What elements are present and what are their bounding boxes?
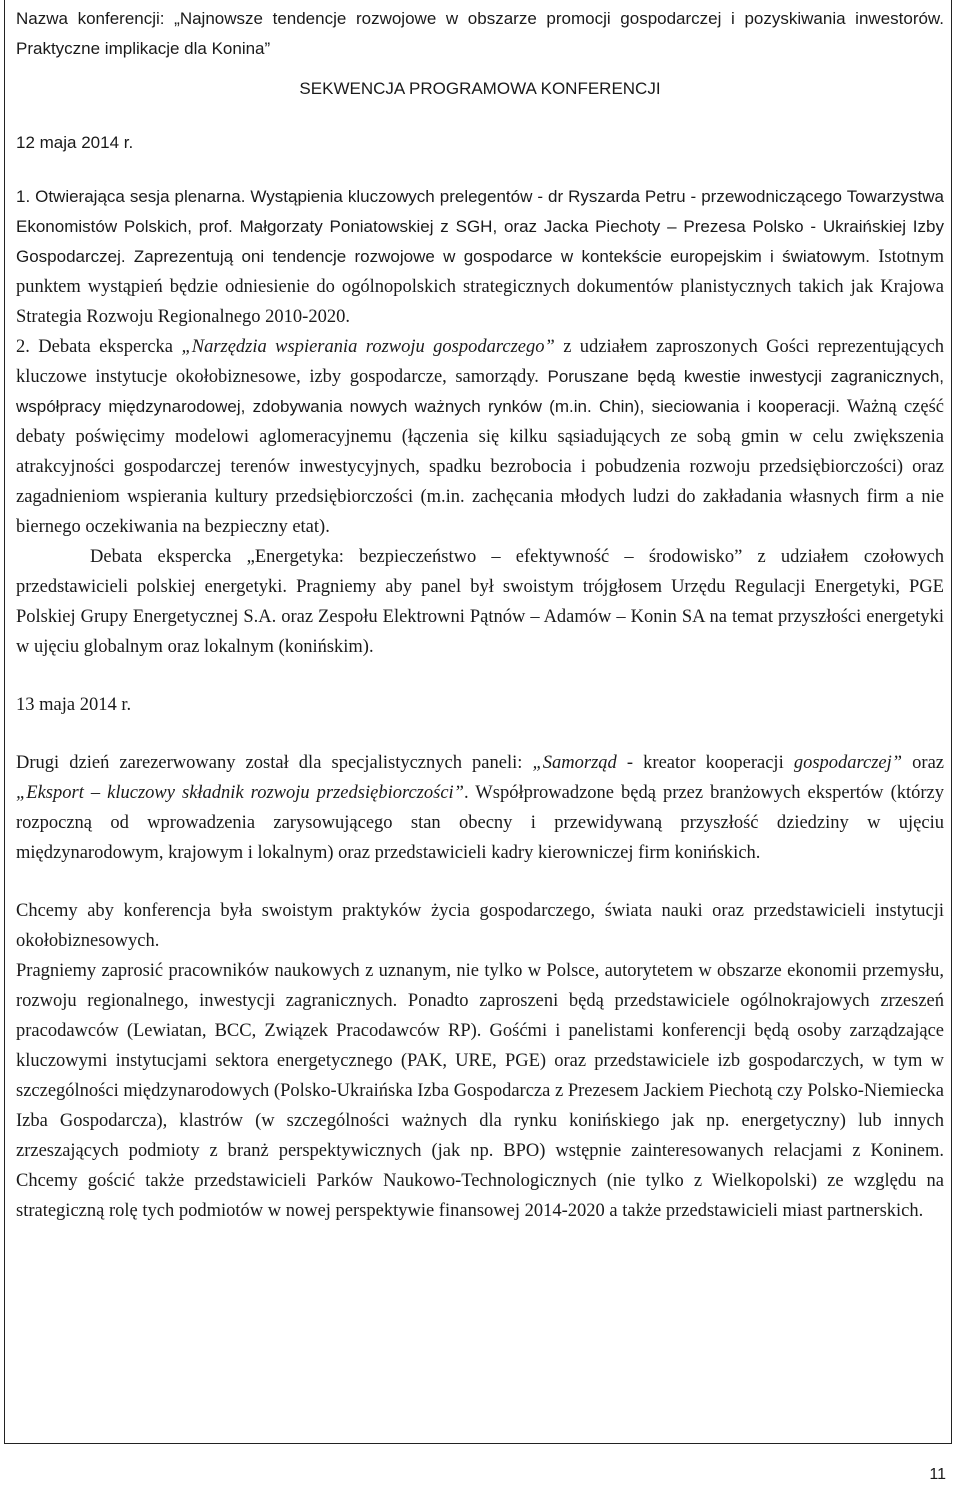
panel-conjunction: oraz (912, 753, 945, 773)
document-body (16, 4, 944, 1226)
panel-title-2: „Eksport – kluczowy składnik rozwoju przedsiębiorczości” (16, 783, 464, 803)
item2-debate-title: „Narzędzia wspierania rozwoju gospodarczego” (181, 337, 555, 357)
day1-date: 12 maja 2014 r. (16, 133, 134, 152)
item1-number: 1. (16, 187, 31, 206)
item2-number: 2. (16, 337, 30, 357)
panel-title-1b: gospodarczej” (793, 753, 903, 773)
panel-title-1a: „Samorząd (532, 753, 617, 773)
item1-text-cont: Istotnym punktem wystąpień będzie odniesienie do ogólnopolskich strategicznych dokumentów planistycznych takich jak Krajowa Strategia Rozwoju Regionalnego 2010-2020. (16, 247, 944, 327)
panels-description: . Współprowadzone będą przez branżowych ekspertów (którzy rozpoczną od wprowadzenia zarysowującego stan obecny i przewidywaną przyszłość dziedziny w ujęciu międzynarodowym, krajowym i lokalnym) oraz przedstawicieli kadry kierowniczej firm konińskich. (16, 783, 945, 863)
program-item-2 (16, 332, 944, 542)
conference-goal: Chcemy aby konferencja była swoistym praktyków życia gospodarczego, świata nauki oraz przedstawicieli instytucji okołobiznesowych. (16, 901, 944, 951)
day2-panels (16, 748, 944, 868)
item2-intro: Debata ekspercka (38, 337, 174, 357)
day2-intro: Drugi dzień zarezerwowany został dla specjalistycznych paneli: (16, 753, 523, 773)
panel-title-1-mid: - kreator kooperacji (626, 753, 784, 773)
conference-name: Nazwa konferencji: „Najnowsze tendencje rozwojowe w obszarze promocji gospodarczej i pozyskiwania inwestorów. Praktyczne implikacje dla Konina” (16, 9, 944, 58)
day2-date: 13 maja 2014 r. (16, 695, 132, 715)
item1-text: Otwierająca sesja plenarna. Wystąpienia kluczowych prelegentów - dr Ryszarda Petru - przewodniczącego Towarzystwa Ekonomistów Polskich, prof. Małgorzaty Poniatowskiej z SGH, oraz Jacka Piechoty – Prezesa Polsko - Ukraińskiej Izby Gospodarczej. Zaprezentują oni tendencje rozwojowe w gospodarce w kontekście europejskim i światowym. (16, 187, 945, 266)
program-item-1 (16, 182, 944, 332)
item2-participants: z udziałem zaproszonych Gości reprezentujących kluczowe instytucje okołobiznesowe, izby gospodarcze, samorządy. (16, 337, 945, 387)
sequence-title: SEKWENCJA PROGRAMOWA KONFERENCJI (299, 79, 661, 98)
item2-topics: Poruszane będą kwestie inwestycji zagranicznych, współpracy międzynarodowej, zdobywania nowych ważnych rynków (m.in. Chin), sieciowania i kooperacji. (16, 367, 944, 416)
page-number: 11 (929, 1466, 946, 1483)
invited-guests: Pragniemy zaprosić pracowników naukowych z uznanym, nie tylko w Polsce, autorytetem w obszarze ekonomii przemysłu, rozwoju regionalnego, inwestycji zagranicznych. Ponadto zaproszeni będą przedstawiciele ogólnokrajowych zrzeszeń pracodawców (Lewiatan, BCC, Związek Pracodawców RP). Gośćmi i panelistami konferencji będą osoby zarządzające kluczowymi instytucjami sektora energetycznego (PAK, URE, PGE) oraz przedstawiciele izb gospodarczych, w tym w szczególności międzynarodowych (Polsko-Ukraińska Izba Gospodarcza z Prezesem Jackiem Piechotą czy Polsko-Niemiecka Izba Gospodarcza), klastrów (w szczególności ważnych dla rynku konińskiego jak np. energetyczny) lub innych zrzeszających podmioty z branż perspektywicznych (jak np. BPO) wstępnie zainteresowanych relacjami z Koninem. Chcemy gościć także przedstawicieli Parków Naukowo-Technologicznych (nie tylko z Wielkopolski) ze względu na strategiczną rolę tych podmiotów w nowej perspektywie finansowej 2014-2020 a także przedstawicieli miast partnerskich. (16, 961, 944, 1221)
energy-debate: Debata ekspercka „Energetyka: bezpieczeństwo – efektywność – środowisko” z udziałem czołowych przedstawicieli polskiej energetyki. Pragniemy aby panel był swoistym trójgłosem Urzędu Regulacji Energetyki, PGE Polskiej Grupy Energetycznej S.A. oraz Zespołu Elektrowni Pątnów – Adamów – Konin SA na temat przyszłości energetyki w ujęciu globalnym oraz lokalnym (konińskim). (16, 547, 944, 657)
item2-agglomeration: Ważną część debaty poświęcimy modelowi aglomeracyjnemu (łączenia się kilku sąsiadujących ze sobą gmin w celu zwiększenia atrakcyjności gospodarczej terenów inwestycyjnych, spadku bezrobocia i pobudzenia rozwoju przedsiębiorczości) oraz zagadnieniom wspierania kultury przedsiębiorczości (m.in. zachęcania młodych ludzi do zakładania własnych firm a nie biernego oczekiwania na bezpieczny etat). (16, 397, 944, 537)
